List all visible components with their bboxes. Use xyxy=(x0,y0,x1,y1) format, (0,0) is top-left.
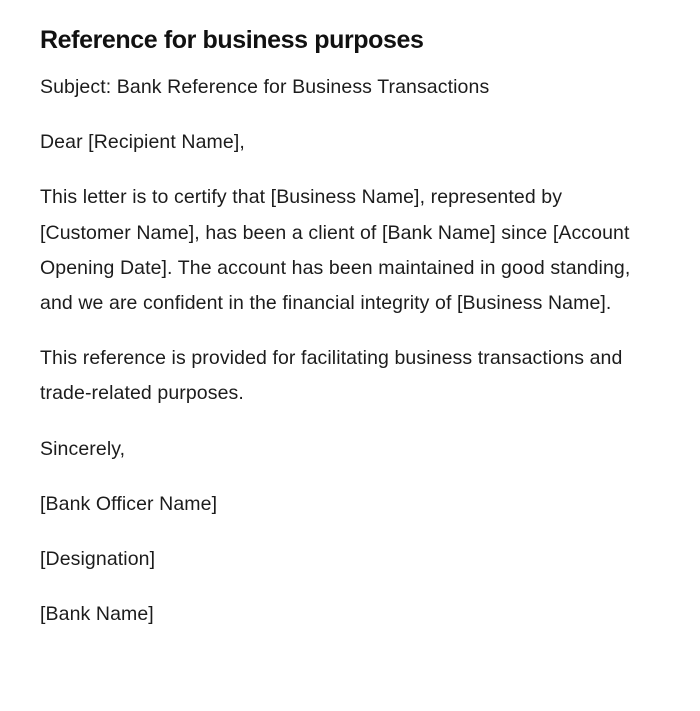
signatory-designation: [Designation] xyxy=(40,548,156,571)
signatory-name: [Bank Officer Name] xyxy=(40,492,218,515)
body-paragraph-certification: This letter is to certify that [Business Name], represented by [Customer Name], has been a client of [Bank Name] since [Account Opening Date]. The account has been maintained in good standing, and we are confident in the financial integrity of [Business Name]. xyxy=(40,186,631,315)
signatory-bank-name: [Bank Name] xyxy=(40,603,154,626)
closing: Sincerely, xyxy=(40,437,126,460)
body-paragraph-purpose: This reference is provided for facilitating business transactions and trade-related purposes. xyxy=(40,347,623,405)
letter-document xyxy=(40,22,650,632)
salutation: Dear [Recipient Name], xyxy=(40,131,245,154)
subject-line: Subject: Bank Reference for Business Transactions xyxy=(40,76,490,98)
document-title: Reference for business purposes xyxy=(40,26,424,54)
